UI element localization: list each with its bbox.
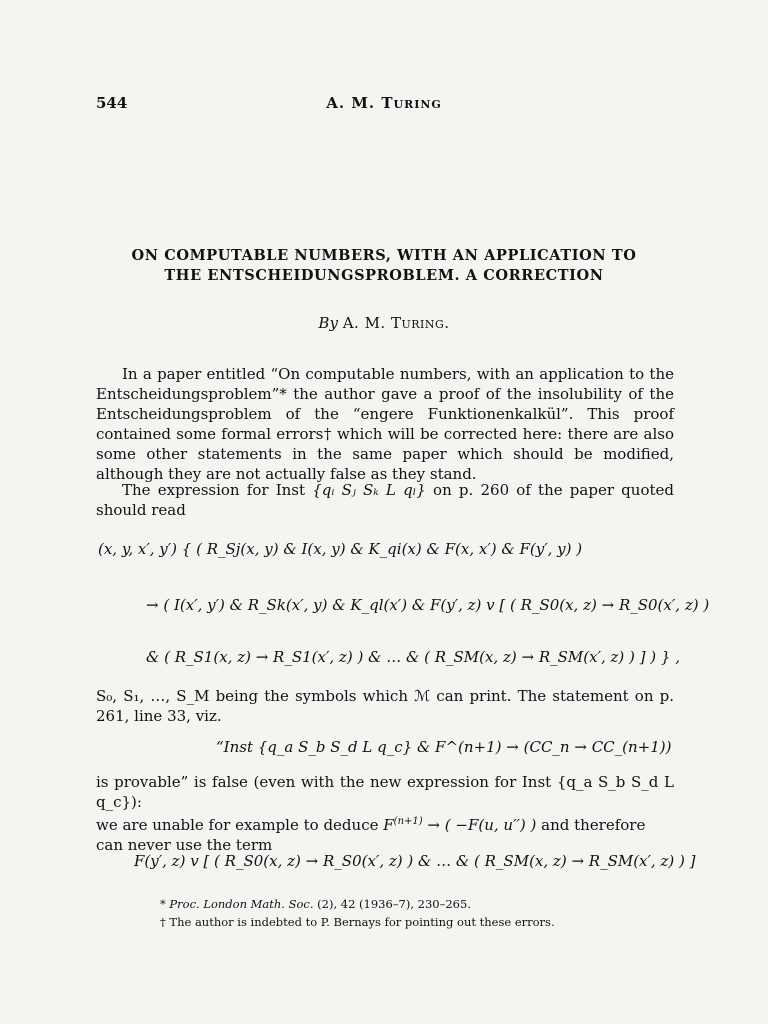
paragraph-provable-line-2a: we are unable for example to deduce (96, 816, 379, 834)
title-line-2: THE ENTSCHEIDUNGSPROBLEM. A CORRECTION (164, 267, 604, 284)
byline (96, 314, 672, 332)
byline-by: By (318, 314, 338, 332)
paragraph-provable (96, 772, 674, 855)
running-title: A. M. Turing (326, 94, 442, 112)
footnote-star-mark: * (160, 897, 166, 911)
page-number: 544 (96, 94, 128, 112)
paragraph-symbols (96, 686, 674, 726)
paragraph-intro (96, 364, 674, 484)
paragraph-intro-text: In a paper entitled “On computable numbers, with an application to the Entscheidungsproblem”* the author gave a proof of the insolubility of the Entscheidungsproblem of the “engere Funktionenkalkül”. This proof contained some formal errors† which will be corrected here: there are also some other statements in the same paper which should be modified, although they are not actually false as they stand. (96, 365, 674, 483)
paragraph-expression (96, 480, 674, 520)
footnote-dagger (160, 914, 680, 930)
formula-3: F(y′, z) v [ ( R_S0(x, z) → R_S0(x′, z) ) & … & ( R_SM(x, z) → R_SM(x′, z) ) ] (134, 852, 696, 870)
footnote-star (160, 896, 680, 912)
formula-1-line-1: (x, y, x′, y′) { ( R_Sj(x, y) & I(x, y) & K_qi(x) & F(x, x′) & F(y′, y) ) (98, 540, 583, 558)
paragraph-symbols-text: S₀, S₁, …, S_M being the symbols which ℳ can print. The statement on p. 261, line 33, viz. (96, 687, 674, 725)
title-line-1: ON COMPUTABLE NUMBERS, WITH AN APPLICATION TO (131, 247, 637, 264)
formula-1-line-2: → ( I(x′, y′) & R_Sk(x′, y) & K_ql(x′) & F(y′, z) v [ ( R_S0(x, z) → R_S0(x′, z) ) (146, 596, 710, 614)
footnote-dagger-text: The author is indebted to P. Bernays for pointing out these errors. (169, 915, 555, 929)
paragraph-provable-line-3: can never use the term (96, 836, 273, 854)
deduce-expression: $F^{(n+1)}$ → ( −F(u, u′′) ) (383, 816, 537, 834)
byline-author: A. M. Turing. (342, 314, 450, 332)
footnote-star-journal: Proc. London Math. Soc. (169, 897, 314, 911)
paragraph-expression-before: The expression for Inst (122, 481, 306, 499)
paragraph-expression-after: on p. 260 of the paper quoted should read (96, 481, 674, 519)
footnote-dagger-mark: † (160, 915, 166, 929)
formula-2: “Inst {q_a S_b S_d L q_c} & F^(n+1) → (CC_n → CC_(n+1)) (216, 738, 672, 756)
formula-1-line-3: & ( R_S1(x, z) → R_S1(x′, z) ) & … & ( R_SM(x, z) → R_SM(x′, z) ) ] ) } , (146, 648, 680, 666)
paragraph-provable-line-2b: and therefore (541, 816, 646, 834)
paragraph-provable-line-1: is provable” is false (even with the new expression for Inst {q_a S_b S_d L q_c}): (96, 773, 674, 811)
paper-title (96, 246, 672, 286)
inst-expression: {qᵢ Sⱼ Sₖ L qₗ} (312, 481, 426, 499)
footnote-star-rest: (2), 42 (1936–7), 230–265. (317, 897, 471, 911)
